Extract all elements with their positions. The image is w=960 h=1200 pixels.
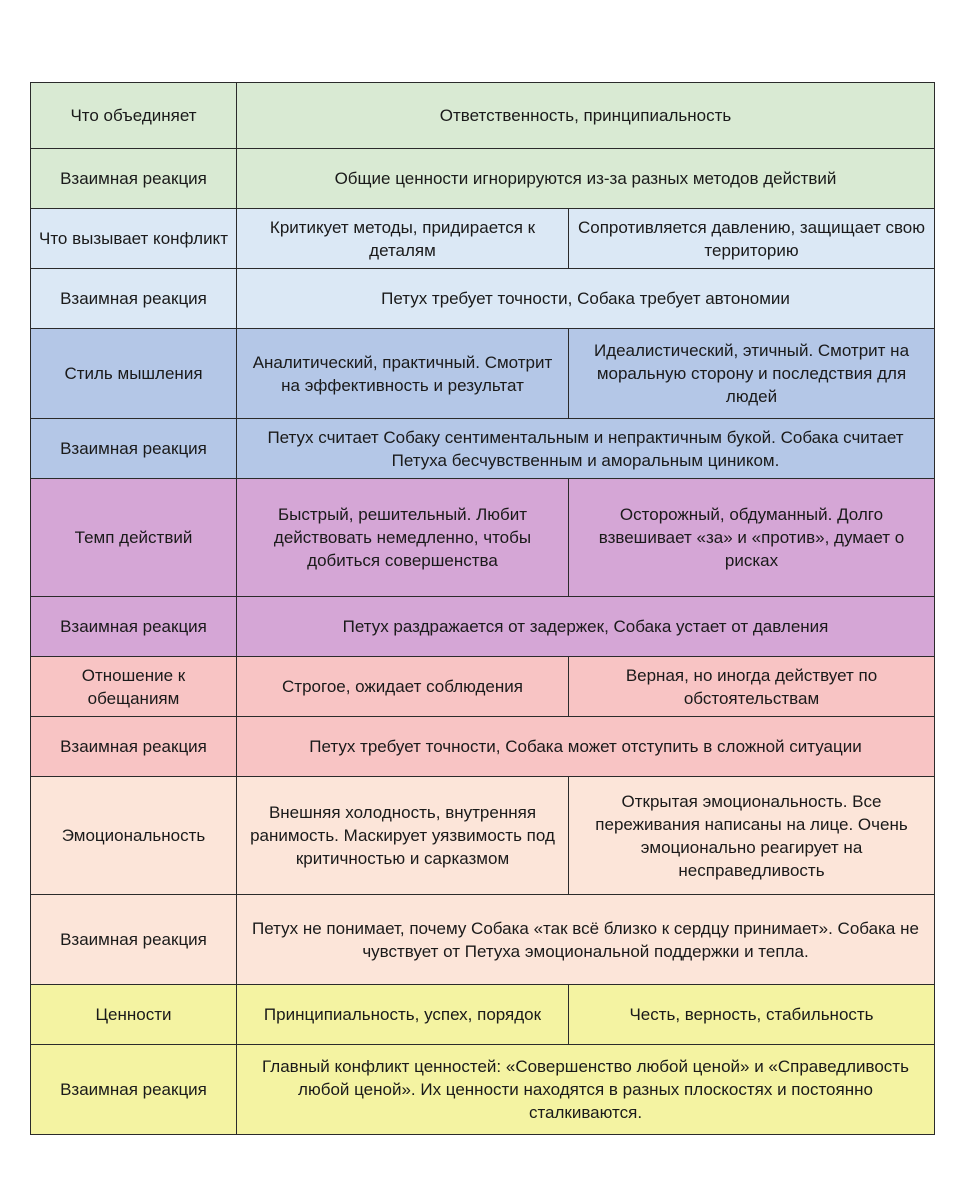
dog-cell: Открытая эмоциональность. Все переживания написаны на лице. Очень эмоционально реагирует на несправедливость <box>569 777 935 895</box>
table-row <box>31 269 935 329</box>
row-label: Взаимная реакция <box>31 597 237 657</box>
row-text: Главный конфликт ценностей: «Совершенство любой ценой» и «Справедливость любой ценой». Их ценности находятся в разных плоскостях и постоянно сталкиваются. <box>237 1045 935 1135</box>
dog-cell: Сопротивляется давлению, защищает свою территорию <box>569 209 935 269</box>
table-row <box>31 717 935 777</box>
table-row <box>31 149 935 209</box>
row-label: Что объединяет <box>31 83 237 149</box>
row-label: Взаимная реакция <box>31 419 237 479</box>
table-row <box>31 657 935 717</box>
rooster-cell: Принципиальность, успех, порядок <box>237 985 569 1045</box>
row-label: Отношение к обещаниям <box>31 657 237 717</box>
row-text: Петух считает Собаку сентиментальным и непрактичным букой. Собака считает Петуха бесчувственным и аморальным циником. <box>237 419 935 479</box>
row-text: Петух требует точности, Собака требует автономии <box>237 269 935 329</box>
row-label: Стиль мышления <box>31 329 237 419</box>
row-text: Петух требует точности, Собака может отступить в сложной ситуации <box>237 717 935 777</box>
row-label: Взаимная реакция <box>31 269 237 329</box>
rooster-cell: Внешняя холодность, внутренняя ранимость. Маскирует уязвимость под критичностью и сарказмом <box>237 777 569 895</box>
row-text: Петух раздражается от задержек, Собака устает от давления <box>237 597 935 657</box>
row-text: Ответственность, принципиальность <box>237 83 935 149</box>
table-row <box>31 597 935 657</box>
compatibility-table <box>30 82 935 1135</box>
rooster-cell: Быстрый, решительный. Любит действовать немедленно, чтобы добиться совершенства <box>237 479 569 597</box>
row-label: Взаимная реакция <box>31 149 237 209</box>
row-text: Петух не понимает, почему Собака «так всё близко к сердцу принимает». Собака не чувствует от Петуха эмоциональной поддержки и тепла. <box>237 895 935 985</box>
table-row <box>31 419 935 479</box>
row-label: Темп действий <box>31 479 237 597</box>
dog-cell: Осторожный, обдуманный. Долго взвешивает «за» и «против», думает о рисках <box>569 479 935 597</box>
rooster-cell: Строгое, ожидает соблюдения <box>237 657 569 717</box>
table-row <box>31 83 935 149</box>
row-text: Общие ценности игнорируются из-за разных методов действий <box>237 149 935 209</box>
rooster-cell: Критикует методы, придирается к деталям <box>237 209 569 269</box>
dog-cell: Честь, верность, стабильность <box>569 985 935 1045</box>
row-label: Эмоциональность <box>31 777 237 895</box>
table-row <box>31 329 935 419</box>
table-row <box>31 479 935 597</box>
row-label: Взаимная реакция <box>31 717 237 777</box>
row-label: Ценности <box>31 985 237 1045</box>
dog-cell: Идеалистический, этичный. Смотрит на моральную сторону и последствия для людей <box>569 329 935 419</box>
row-label: Взаимная реакция <box>31 1045 237 1135</box>
table-row <box>31 777 935 895</box>
table-row <box>31 985 935 1045</box>
table-row <box>31 209 935 269</box>
table-row <box>31 1045 935 1135</box>
dog-cell: Верная, но иногда действует по обстоятельствам <box>569 657 935 717</box>
row-label: Взаимная реакция <box>31 895 237 985</box>
table-row <box>31 895 935 985</box>
rooster-cell: Аналитический, практичный. Смотрит на эффективность и результат <box>237 329 569 419</box>
row-label: Что вызывает конфликт <box>31 209 237 269</box>
